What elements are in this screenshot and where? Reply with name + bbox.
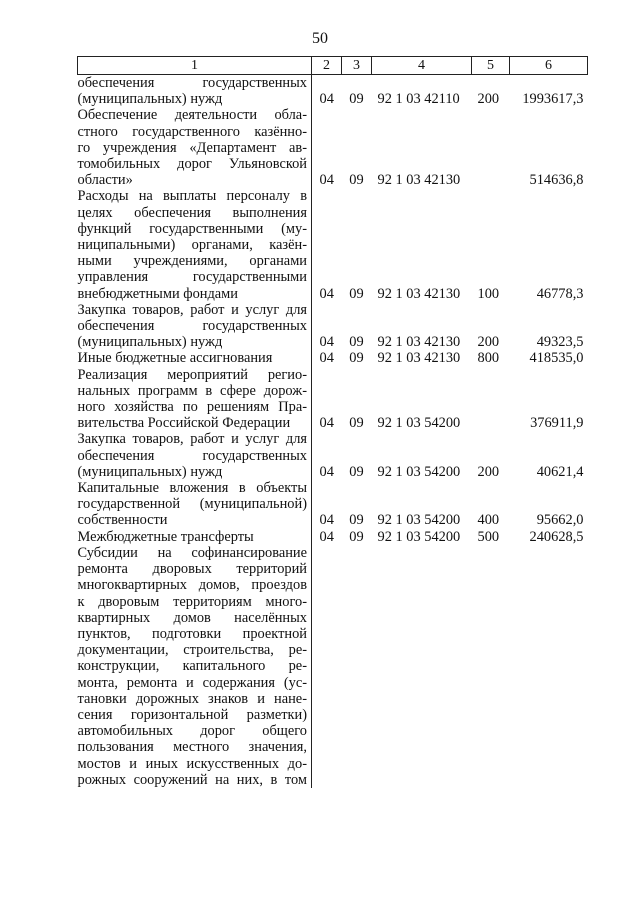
section-code: 04 (319, 350, 334, 367)
subsection-code: 09 (349, 91, 364, 108)
table-row (78, 367, 588, 432)
row-description (78, 431, 312, 480)
description-line: обеспечения государственных (77, 447, 307, 464)
subsection-code: 09 (349, 350, 364, 367)
target-item-code: 92 1 03 42130 (377, 285, 461, 302)
row-description (78, 75, 312, 108)
target-item-code: 92 1 03 42130 (377, 172, 461, 189)
column-header-5: 5 (472, 57, 510, 75)
description-line: внебюджетными фондами (77, 285, 238, 302)
description-line: Закупка товаров, работ и услуг для (77, 431, 307, 448)
subsection-code: 09 (349, 415, 364, 432)
table-body (78, 75, 588, 788)
section-code: 04 (319, 528, 334, 545)
description-line: пользования местного значения, (77, 739, 307, 756)
amount-value: 418535,0 (529, 350, 584, 367)
subsection-code: 09 (349, 172, 364, 189)
row-description (78, 545, 312, 788)
expense-type-code: 200 (477, 463, 500, 480)
description-line: монта, ремонта и содержания (ус- (77, 674, 307, 691)
table-row (78, 188, 588, 301)
table-header (78, 57, 588, 75)
description-line: рожных сооружений на них, в том (77, 771, 307, 788)
expense-type-code: 800 (477, 350, 500, 367)
description-line: Межбюджетные трансферты (77, 528, 254, 545)
section-code: 04 (319, 91, 334, 108)
column-header-1: 1 (78, 57, 312, 75)
description-line: Закупка товаров, работ и услуг для (77, 301, 307, 318)
expense-type-code (472, 367, 510, 432)
target-item-code: 92 1 03 54200 (377, 463, 461, 480)
expense-type-code: 500 (477, 528, 500, 545)
target-item-code: 92 1 03 42110 (377, 91, 460, 108)
table-row (78, 350, 588, 366)
description-line: тановки дорожных знаков и нане- (77, 690, 307, 707)
expense-type-code (472, 545, 510, 788)
description-line: (муниципальных) нужд (77, 463, 223, 480)
description-line: мостов и иных искусственных до- (77, 755, 307, 772)
description-line: ными учреждениями, органами (77, 253, 307, 270)
section-code: 04 (319, 172, 334, 189)
description-line: Реализация мероприятий регио- (77, 366, 307, 383)
row-description (78, 302, 312, 351)
description-line: Расходы на выплаты персоналу в (77, 188, 307, 205)
target-item-code: 92 1 03 54200 (377, 512, 461, 529)
table-row (78, 480, 588, 529)
row-description (78, 188, 312, 301)
description-line: Капитальные вложения в объекты (77, 480, 307, 497)
column-header-6: 6 (510, 57, 588, 75)
description-line: к дворовым территориям много- (77, 593, 307, 610)
amount-value (510, 545, 588, 788)
description-line: стного государственного казённо- (77, 123, 307, 140)
description-line: вительства Российской Федерации (77, 415, 291, 432)
amount-value: 49323,5 (536, 334, 584, 351)
description-line: документации, строительства, ре- (77, 642, 307, 659)
target-item-code: 92 1 03 42130 (377, 350, 461, 367)
subsection-code: 09 (349, 528, 364, 545)
amount-value: 240628,5 (529, 528, 584, 545)
description-line: Субсидии на софинансирование (77, 544, 307, 561)
amount-value: 95662,0 (536, 512, 584, 529)
row-description (78, 480, 312, 529)
subsection-code: 09 (349, 334, 364, 351)
amount-value: 40621,4 (536, 463, 584, 480)
description-line: пунктов, подготовки проектной (77, 625, 307, 642)
description-line: собственности (77, 512, 168, 529)
target-item-code (372, 545, 472, 788)
section-code: 04 (319, 415, 334, 432)
description-line: области» (77, 172, 133, 189)
table-row (78, 431, 588, 480)
description-line: обеспечения государственных (77, 75, 307, 91)
row-description (78, 107, 312, 188)
description-line: томобильных дорог Ульяновской (77, 156, 307, 173)
column-header-4: 4 (372, 57, 472, 75)
section-code: 04 (319, 463, 334, 480)
description-line: (муниципальных) нужд (77, 334, 223, 351)
description-line: ремонта дворовых территорий (77, 561, 307, 578)
description-line: функций государственными (му- (77, 220, 307, 237)
column-header-3: 3 (342, 57, 372, 75)
description-line: Иные бюджетные ассигнования (77, 350, 273, 367)
section-code (312, 545, 342, 788)
description-line: государственной (муниципальной) (77, 496, 307, 513)
subsection-code: 09 (349, 285, 364, 302)
description-line: многоквартирных домов, проездов (77, 577, 307, 594)
description-line: го учреждения «Департамент ав- (77, 139, 307, 156)
amount-value: 46778,3 (536, 285, 584, 302)
description-line: ниципальными) органами, казён- (77, 237, 307, 254)
expense-type-code (472, 107, 510, 188)
expense-type-code: 400 (477, 512, 500, 529)
subsection-code: 09 (349, 512, 364, 529)
description-line: конструкции, капитального ре- (77, 658, 307, 675)
description-line: нальных программ в сфере дорож- (77, 382, 307, 399)
description-line: целях обеспечения выполнения (77, 204, 307, 221)
row-description (78, 529, 312, 545)
description-line: управления государственными (77, 269, 307, 286)
description-line: квартирных домов населённых (77, 609, 307, 626)
column-header-2: 2 (312, 57, 342, 75)
description-line: сения горизонтальной разметки) (77, 706, 307, 723)
table-row (78, 529, 588, 545)
budget-table (77, 56, 588, 788)
subsection-code (342, 545, 372, 788)
target-item-code: 92 1 03 54200 (377, 415, 461, 432)
table-row (78, 302, 588, 351)
table-row (78, 545, 588, 788)
description-line: обеспечения государственных (77, 318, 307, 335)
description-line: Обеспечение деятельности обла- (77, 107, 307, 124)
row-description (78, 350, 312, 366)
expense-type-code: 200 (477, 334, 500, 351)
subsection-code: 09 (349, 463, 364, 480)
table-row (78, 107, 588, 188)
section-code: 04 (319, 285, 334, 302)
amount-value: 1993617,3 (522, 91, 584, 108)
target-item-code: 92 1 03 54200 (377, 528, 461, 545)
expense-type-code: 200 (477, 91, 500, 108)
page-number: 50 (312, 30, 328, 47)
section-code: 04 (319, 334, 334, 351)
expense-type-code: 100 (477, 285, 500, 302)
section-code: 04 (319, 512, 334, 529)
description-line: ного хозяйства по решениям Пра- (77, 399, 307, 416)
row-description (78, 367, 312, 432)
description-line: автомобильных дорог общего (77, 723, 307, 740)
amount-value: 514636,8 (529, 172, 584, 189)
amount-value: 376911,9 (530, 415, 584, 432)
description-line: (муниципальных) нужд (77, 91, 223, 108)
table-row (78, 75, 588, 108)
target-item-code: 92 1 03 42130 (377, 334, 461, 351)
